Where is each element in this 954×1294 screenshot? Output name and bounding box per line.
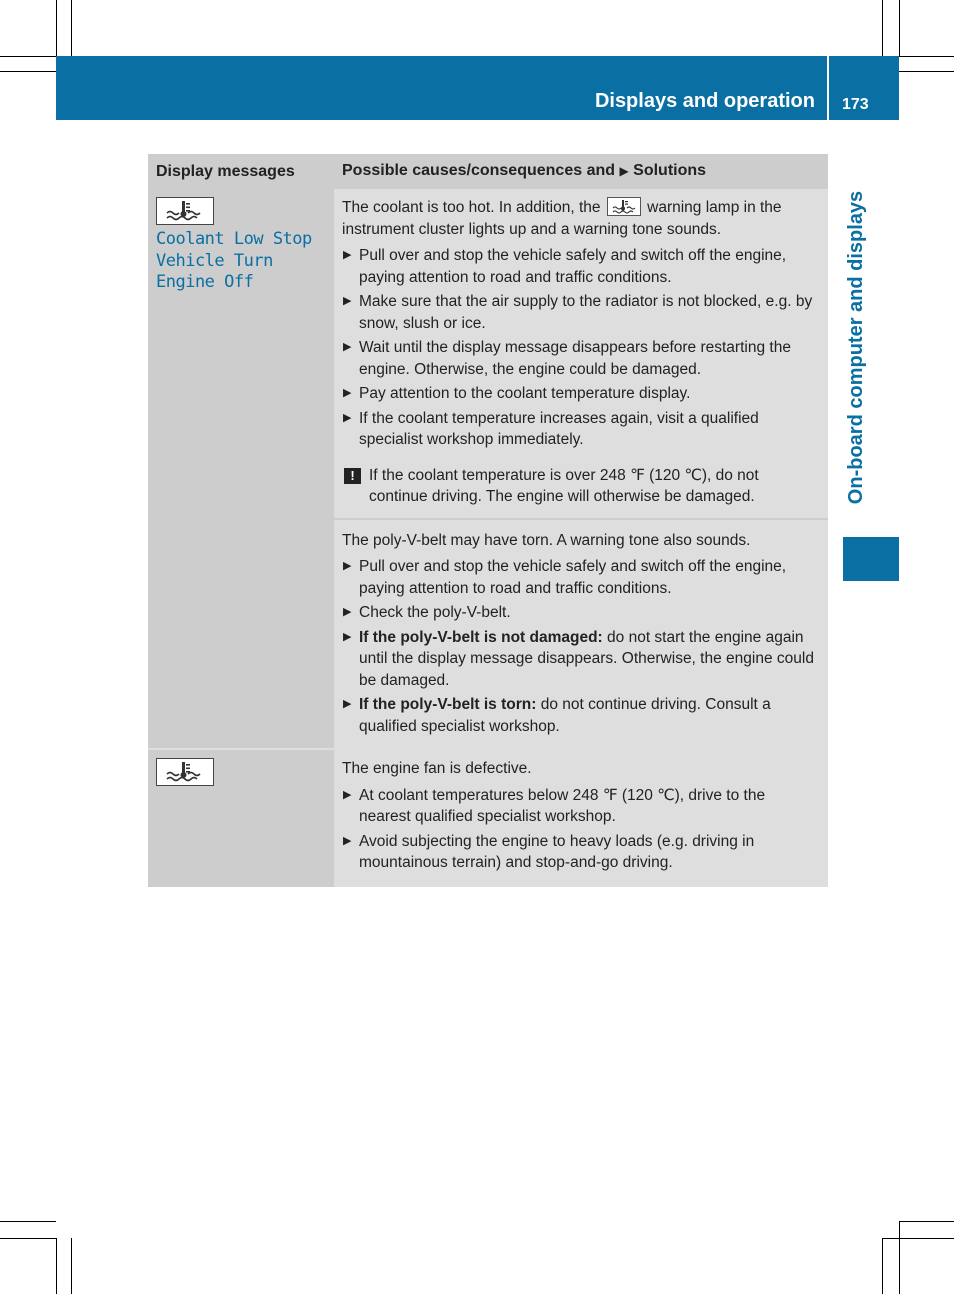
crop-mark	[0, 71, 56, 72]
coolant-temperature-icon	[156, 197, 214, 225]
display-message-line: Engine Off	[156, 272, 254, 292]
coolant-warning-lamp-icon	[607, 197, 641, 216]
solution-text: Pull over and stop the vehicle safely and switch off the engine, paying attention to road and traffic conditions.	[359, 558, 787, 597]
warning-text: If the coolant temperature is over 248 ℉ (120 ℃), do not continue driving. The engine will otherwise be damaged.	[369, 466, 759, 505]
solution-arrow-icon: ▶	[619, 164, 629, 179]
list-item	[342, 383, 820, 405]
display-messages-table	[148, 154, 828, 887]
side-tab-marker	[843, 537, 899, 581]
crop-mark	[0, 1238, 56, 1239]
crop-mark	[882, 1238, 883, 1294]
bullet-arrow-icon: ▶	[343, 834, 352, 847]
list-item	[342, 694, 820, 737]
list-item	[342, 408, 820, 451]
list-item	[342, 627, 820, 692]
crop-mark	[899, 1221, 900, 1294]
crop-mark	[882, 0, 883, 56]
warning-note	[342, 465, 820, 508]
solutions-cell	[334, 189, 828, 518]
display-message-cell	[148, 748, 334, 887]
header-bar	[56, 56, 899, 120]
solution-text: Avoid subjecting the engine to heavy loads (e.g. driving in mountainous terrain) and stop-and-go driving.	[359, 832, 755, 871]
crop-mark	[71, 1238, 72, 1294]
column-header-label: Solutions	[633, 162, 707, 180]
bullet-arrow-icon: ▶	[343, 249, 352, 261]
solution-list	[342, 785, 820, 874]
solution-text: Pull over and stop the vehicle safely and switch off the engine, paying attention to road and traffic conditions.	[359, 247, 787, 286]
solution-text: do not start the engine again until the display message disappears. Otherwise, the engine could be damaged.	[359, 628, 814, 689]
solutions-cell	[334, 518, 828, 749]
cause-description: The poly-V-belt may have torn. A warning tone also sounds.	[342, 531, 751, 549]
crop-mark	[56, 0, 57, 56]
column-header-causes-solutions	[334, 154, 828, 189]
list-item	[342, 337, 820, 380]
side-tab	[843, 168, 871, 526]
display-message-line: Vehicle Turn	[156, 250, 273, 271]
solution-text: If the coolant temperature increases again, visit a qualified specialist workshop immediately.	[359, 409, 759, 448]
crop-mark	[899, 71, 954, 72]
side-tab-label: On-board computer and displays	[845, 190, 868, 504]
bullet-arrow-icon: ▶	[343, 606, 352, 618]
crop-mark	[71, 0, 72, 56]
crop-mark	[882, 1238, 954, 1239]
solution-list	[342, 245, 820, 451]
page-number: 173	[842, 96, 869, 113]
bullet-arrow-icon: ▶	[343, 560, 352, 572]
list-item	[342, 831, 820, 874]
table-header-row	[148, 154, 828, 189]
coolant-temperature-icon	[156, 758, 214, 786]
bullet-arrow-icon: ▶	[343, 387, 352, 399]
solution-text: Make sure that the air supply to the radiator is not blocked, e.g. by snow, slush or ice.	[359, 293, 813, 332]
list-item	[342, 291, 820, 334]
list-item	[342, 245, 820, 288]
solution-text: At coolant temperatures below 248 ℉ (120 ℃), drive to the nearest qualified specialist workshop.	[359, 786, 766, 825]
bullet-arrow-icon: ▶	[343, 788, 352, 801]
bullet-arrow-icon: ▶	[343, 630, 352, 643]
cause-description: The engine fan is defective.	[342, 760, 532, 777]
bullet-arrow-icon: ▶	[343, 295, 352, 307]
bullet-arrow-icon: ▶	[343, 698, 352, 710]
bullet-arrow-icon: ▶	[343, 341, 352, 353]
condition-label: If the poly-V-belt is not damaged:	[359, 628, 603, 646]
crop-mark	[899, 0, 900, 56]
solution-text: Check the poly-V-belt.	[359, 604, 511, 621]
list-item	[342, 785, 820, 828]
condition-label: If the poly-V-belt is torn:	[359, 696, 537, 713]
list-item	[342, 602, 820, 624]
list-item	[342, 556, 820, 599]
display-message-line: Coolant Low Stop	[156, 229, 312, 249]
solutions-cell	[334, 748, 828, 887]
cause-text: warning lamp in the instrument cluster lights up and a warning tone sounds.	[342, 199, 782, 238]
column-header-display-messages	[148, 154, 334, 189]
bullet-arrow-icon: ▶	[343, 411, 352, 424]
column-header-label: Display messages	[156, 162, 295, 180]
solution-list	[342, 556, 820, 737]
solution-text: Pay attention to the coolant temperature display.	[359, 385, 691, 402]
crop-mark	[899, 56, 954, 57]
crop-mark	[899, 1221, 954, 1222]
section-title: Displays and operation	[594, 90, 815, 112]
cause-description	[342, 197, 820, 240]
crop-mark	[56, 1238, 57, 1294]
crop-mark	[0, 1221, 56, 1222]
solution-text: do not continue driving. Consult a qualified specialist workshop.	[359, 696, 771, 735]
display-message-text	[156, 229, 326, 294]
column-header-label: Possible causes/consequences and	[342, 162, 616, 180]
display-message-cell	[148, 189, 334, 748]
cause-text: The coolant is too hot. In addition, the	[342, 199, 601, 216]
crop-mark	[0, 56, 56, 57]
table-row	[148, 189, 828, 518]
table-row	[148, 748, 828, 887]
solution-text: Wait until the display message disappears before restarting the engine. Otherwise, the engine could be damaged.	[359, 339, 791, 378]
header-divider	[827, 56, 829, 120]
warning-exclamation-icon: !	[344, 468, 361, 484]
